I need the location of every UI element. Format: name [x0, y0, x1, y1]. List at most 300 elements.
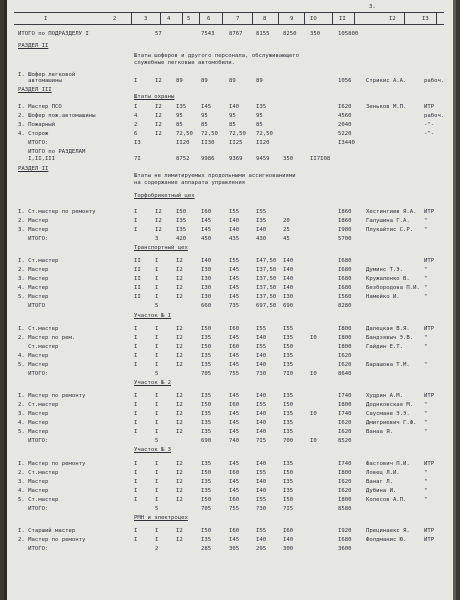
cell-r52-c1: I — [134, 528, 138, 534]
cell-r42-c3: I2 — [176, 429, 183, 435]
cell-r46-c10: Ловец Л.И. — [366, 470, 400, 476]
cell-r36-c5: 755 — [229, 371, 240, 377]
cell-r10-c3: 85 — [176, 122, 183, 128]
cell-r50-c2: 5 — [155, 506, 159, 512]
cell-r45-c1: I — [134, 461, 138, 467]
cell-r22-c7: 45 — [283, 236, 290, 242]
cell-r22-c9: 5700 — [338, 236, 352, 242]
cell-r39-c4: I50 — [201, 402, 212, 408]
cell-r0-c0: ИТОГО по ПОДРАЗДЕЛУ I — [18, 31, 89, 37]
cell-r24-c5: I55 — [229, 258, 240, 264]
cell-r41-c7: I35 — [283, 420, 294, 426]
cell-r33-c2: I — [155, 344, 159, 350]
cell-r28-c6: I37,50 — [256, 294, 277, 300]
cell-r20-c4: I45 — [201, 218, 212, 224]
cell-r20-c11: " — [424, 218, 428, 224]
cell-r24-c9: I680 — [338, 258, 352, 264]
header-col-1: I — [44, 16, 48, 22]
header-col-13: I3 — [422, 16, 429, 22]
cell-r12-c6: II20 — [256, 140, 270, 146]
cell-r39-c5: I60 — [229, 402, 240, 408]
cell-r45-c7: I35 — [283, 461, 294, 467]
cell-r47-c4: I35 — [201, 479, 212, 485]
cell-r33-c4: I50 — [201, 344, 212, 350]
cell-r53-c0: 2. Мастер по ремонту — [18, 537, 86, 543]
cell-r42-c0: 5. Мастер — [18, 429, 49, 435]
cell-r0-c5: 8767 — [229, 31, 243, 37]
cell-r12-c3: II20 — [176, 140, 190, 146]
cell-r29-c4: 660 — [201, 303, 212, 309]
cell-r27-c1: II — [134, 285, 141, 291]
cell-r29-c0: ИТОГО — [18, 303, 45, 309]
cell-r24-c1: II — [134, 258, 141, 264]
cell-r35-c2: I — [155, 362, 159, 368]
cell-r24-c7: I40 — [283, 258, 294, 264]
cell-r47-c2: I — [155, 479, 159, 485]
cell-r31-c1: I — [134, 326, 138, 332]
cell-r19-c0: I. Ст.мастер по ремонту — [18, 209, 96, 215]
cell-r38-c9: I740 — [338, 393, 352, 399]
cell-r28-c10: Намейко И. — [366, 294, 400, 300]
cell-r19-c5: I55 — [229, 209, 240, 215]
cell-r5-c9: 1056 — [338, 78, 352, 84]
cell-r41-c9: I620 — [338, 420, 352, 426]
cell-r0-c7: 8250 — [283, 31, 297, 37]
cell-r38-c1: I — [134, 393, 138, 399]
cell-r29-c6: 697,50 — [256, 303, 277, 309]
cell-r33-c11: " — [424, 344, 428, 350]
cell-r53-c1: I — [134, 537, 138, 543]
cell-r41-c10: Дмитриевич Г.Ф. — [366, 420, 417, 426]
cell-r53-c11: ИТР — [424, 537, 435, 543]
cell-r33-c9: I800 — [338, 344, 352, 350]
cell-r35-c9: I620 — [338, 362, 352, 368]
cell-r31-c11: ИТР — [424, 326, 435, 332]
cell-r45-c2: I — [155, 461, 159, 467]
cell-r31-c3: I2 — [176, 326, 183, 332]
cell-r27-c0: 4. Мастер — [18, 285, 49, 291]
cell-r34-c7: I35 — [283, 353, 294, 359]
cell-r20-c1: I — [134, 218, 138, 224]
cell-r31-c10: Далецкая В.Я. — [366, 326, 410, 332]
cell-r20-c7: 20 — [283, 218, 290, 224]
cell-r45-c0: I. Мастер по ремонту — [18, 461, 86, 467]
cell-r33-c0: Ст.мастер — [18, 344, 59, 350]
header-rule — [14, 24, 444, 25]
cell-r41-c5: I45 — [229, 420, 240, 426]
cell-r40-c6: I40 — [256, 411, 267, 417]
cell-r11-c1: 6 — [134, 131, 138, 137]
cell-r39-c7: I50 — [283, 402, 294, 408]
cell-r42-c6: I40 — [256, 429, 267, 435]
cell-r26-c6: I37,50 — [256, 276, 277, 282]
cell-r25-c1: II — [134, 267, 141, 273]
cell-r46-c2: I — [155, 470, 159, 476]
cell-r43-c0: ИТОГО: — [18, 438, 49, 444]
cell-r8-c4: I45 — [201, 104, 212, 110]
cell-r45-c10: Фастович П.И. — [366, 461, 410, 467]
cell-r28-c9: I560 — [338, 294, 352, 300]
cell-r31-c6: I55 — [256, 326, 267, 332]
cell-r46-c1: I — [134, 470, 138, 476]
cell-r19-c11: ИТР — [424, 209, 435, 215]
cell-r40-c8: I0 — [310, 411, 317, 417]
column-divider — [354, 12, 355, 24]
cell-r53-c7: I40 — [283, 537, 294, 543]
cell-r14-c8: II7I08 — [310, 156, 331, 162]
cell-r20-c5: I40 — [229, 218, 240, 224]
page-number: 3. — [369, 4, 376, 10]
cell-r49-c3: I2 — [176, 497, 183, 503]
cell-r46-c4: I50 — [201, 470, 212, 476]
cell-r49-c1: I — [134, 497, 138, 503]
cell-r21-c2: I2 — [155, 227, 162, 233]
cell-r34-c3: I2 — [176, 353, 183, 359]
cell-r21-c7: 25 — [283, 227, 290, 233]
cell-r14-c3: 8752 — [176, 156, 190, 162]
paper-edge-right — [453, 0, 456, 600]
cell-r35-c3: I2 — [176, 362, 183, 368]
cell-r39-c9: I800 — [338, 402, 352, 408]
header-col-4: 4 — [167, 16, 171, 22]
cell-r52-c4: I50 — [201, 528, 212, 534]
cell-r45-c5: I45 — [229, 461, 240, 467]
cell-r24-c6: I47,50 — [256, 258, 277, 264]
cell-r13-c0: ИТОГО по РАЗДЕЛАМ — [18, 149, 86, 155]
cell-r22-c3: 420 — [176, 236, 187, 242]
cell-r46-c3: I2 — [176, 470, 183, 476]
cell-r43-c5: 740 — [229, 438, 240, 444]
cell-r5-c11: рабоч. — [424, 78, 445, 84]
cell-r47-c10: Ванаг Л. — [366, 479, 393, 485]
cell-r14-c5: 9369 — [229, 156, 243, 162]
header-col-5: 5 — [187, 16, 191, 22]
cell-r49-c6: I55 — [256, 497, 267, 503]
cell-r5-c0: автомашины — [18, 78, 62, 84]
cell-r38-c3: I2 — [176, 393, 183, 399]
cell-r31-c0: I. Ст.мастер — [18, 326, 59, 332]
cell-r9-c5: 95 — [229, 113, 236, 119]
cell-r40-c2: I — [155, 411, 159, 417]
cell-r42-c2: I — [155, 429, 159, 435]
cell-r35-c7: I35 — [283, 362, 294, 368]
column-divider — [404, 12, 405, 24]
cell-r41-c3: I2 — [176, 420, 183, 426]
cell-r11-c5: 72,50 — [229, 131, 246, 137]
cell-r48-c5: I45 — [229, 488, 240, 494]
cell-r35-c0: 5. Мастер — [18, 362, 49, 368]
cell-r8-c10: Зеньков М.П. — [366, 104, 407, 110]
cell-r27-c6: I37,50 — [256, 285, 277, 291]
cell-r17-c1: на содержание аппарата управления — [134, 180, 246, 186]
cell-r27-c3: I2 — [176, 285, 183, 291]
cell-r42-c1: I — [134, 429, 138, 435]
cell-r26-c1: II — [134, 276, 141, 282]
cell-r49-c4: I50 — [201, 497, 212, 503]
cell-r42-c5: I45 — [229, 429, 240, 435]
cell-r52-c11: ИТР — [424, 528, 435, 534]
cell-r0-c4: 7543 — [201, 31, 215, 37]
cell-r48-c4: I35 — [201, 488, 212, 494]
cell-r40-c11: " — [424, 411, 428, 417]
cell-r48-c7: I35 — [283, 488, 294, 494]
cell-r48-c1: I — [134, 488, 138, 494]
scanned-document-page — [4, 0, 456, 600]
cell-r39-c2: I — [155, 402, 159, 408]
cell-r45-c3: I2 — [176, 461, 183, 467]
cell-r11-c4: 72,50 — [201, 131, 218, 137]
cell-r7-c1: Штаты охраны — [134, 94, 175, 100]
column-divider — [160, 12, 161, 24]
cell-r49-c9: I800 — [338, 497, 352, 503]
cell-r21-c11: " — [424, 227, 428, 233]
cell-r43-c4: 690 — [201, 438, 212, 444]
cell-r40-c3: I2 — [176, 411, 183, 417]
cell-r14-c1: 7I — [134, 156, 141, 162]
cell-r22-c2: 3 — [155, 236, 159, 242]
cell-r12-c1: I3 — [134, 140, 141, 146]
column-divider — [131, 12, 132, 24]
cell-r26-c0: 3. Мастер — [18, 276, 49, 282]
cell-r25-c4: I30 — [201, 267, 212, 273]
cell-r21-c6: I40 — [256, 227, 267, 233]
cell-r19-c10: Хестингиев Я.А. — [366, 209, 417, 215]
cell-r37-c1: Участок № 2 — [134, 380, 172, 386]
cell-r14-c7: 350 — [283, 156, 294, 162]
cell-r39-c0: 2. Ст.мастер — [18, 402, 59, 408]
cell-r27-c11: " — [424, 285, 428, 291]
cell-r11-c9: 5220 — [338, 131, 352, 137]
cell-r21-c0: 3. Мастер — [18, 227, 49, 233]
cell-r32-c4: I35 — [201, 335, 212, 341]
cell-r34-c5: I45 — [229, 353, 240, 359]
cell-r26-c5: I45 — [229, 276, 240, 282]
cell-r24-c2: I — [155, 258, 159, 264]
cell-r3-c1: служебные легковые автомобили. — [134, 60, 236, 66]
cell-r52-c10: Прецинаекс Я. — [366, 528, 410, 534]
cell-r14-c6: 9459 — [256, 156, 270, 162]
cell-r26-c9: I680 — [338, 276, 352, 282]
cell-r9-c1: 4 — [134, 113, 138, 119]
cell-r30-c1: Участок № I — [134, 313, 172, 319]
cell-r8-c5: I40 — [229, 104, 240, 110]
cell-r10-c9: 2040 — [338, 122, 352, 128]
cell-r53-c4: I35 — [201, 537, 212, 543]
cell-r52-c6: I55 — [256, 528, 267, 534]
cell-r29-c9: 8280 — [338, 303, 352, 309]
column-divider — [436, 12, 437, 24]
cell-r21-c10: Плукайтис С.Р. — [366, 227, 414, 233]
cell-r47-c11: " — [424, 479, 428, 485]
cell-r28-c11: " — [424, 294, 428, 300]
cell-r39-c10: Доднковская М. — [366, 402, 414, 408]
cell-r32-c2: I — [155, 335, 159, 341]
cell-r38-c5: I45 — [229, 393, 240, 399]
cell-r28-c3: I2 — [176, 294, 183, 300]
cell-r47-c9: I620 — [338, 479, 352, 485]
cell-r0-c6: 8155 — [256, 31, 270, 37]
cell-r47-c0: 3. Мастер — [18, 479, 49, 485]
cell-r11-c11: -"- — [424, 131, 435, 137]
cell-r32-c0: 2. Мастер по рем. — [18, 335, 76, 341]
cell-r40-c5: I45 — [229, 411, 240, 417]
header-col-7: 7 — [236, 16, 240, 22]
cell-r33-c1: I — [134, 344, 138, 350]
cell-r19-c2: I2 — [155, 209, 162, 215]
cell-r2-c1: Штаты шоферов и другого персонала, обслуживающего — [134, 53, 300, 59]
cell-r21-c3: I35 — [176, 227, 187, 233]
cell-r20-c3: I35 — [176, 218, 187, 224]
cell-r25-c6: I37,50 — [256, 267, 277, 273]
cell-r40-c4: I35 — [201, 411, 212, 417]
header-col-12: I2 — [389, 16, 396, 22]
cell-r8-c0: I. Мастер ПСО — [18, 104, 62, 110]
header-col-3: 3 — [144, 16, 148, 22]
cell-r36-c4: 705 — [201, 371, 212, 377]
cell-r52-c2: I — [155, 528, 159, 534]
cell-r40-c1: I — [134, 411, 138, 417]
cell-r44-c1: Участок № 3 — [134, 447, 172, 453]
cell-r19-c6: I55 — [256, 209, 267, 215]
cell-r4-c0: I. Шофер легковой — [18, 72, 76, 78]
cell-r48-c6: I40 — [256, 488, 267, 494]
header-rule — [14, 12, 444, 13]
cell-r35-c10: Барашова Т.М. — [366, 362, 410, 368]
cell-r25-c10: Думинс Т.Э. — [366, 267, 404, 273]
cell-r54-c6: 295 — [256, 546, 267, 552]
cell-r46-c0: 2. Ст.мастер — [18, 470, 59, 476]
cell-r42-c10: Ванаа Я. — [366, 429, 393, 435]
cell-r38-c4: I35 — [201, 393, 212, 399]
cell-r43-c8: I0 — [310, 438, 317, 444]
cell-r54-c2: 2 — [155, 546, 159, 552]
cell-r25-c0: 2. Мастер — [18, 267, 49, 273]
cell-r28-c7: I30 — [283, 294, 294, 300]
cell-r25-c3: I2 — [176, 267, 183, 273]
cell-r21-c9: I980 — [338, 227, 352, 233]
cell-r48-c3: I2 — [176, 488, 183, 494]
cell-r18-c1: Торфобрикетный цех — [134, 193, 195, 199]
cell-r50-c9: 8580 — [338, 506, 352, 512]
cell-r22-c0: ИТОГО: — [18, 236, 49, 242]
cell-r45-c6: I40 — [256, 461, 267, 467]
cell-r0-c2: 57 — [155, 31, 162, 37]
cell-r24-c11: ИТР — [424, 258, 435, 264]
cell-r28-c2: I — [155, 294, 159, 300]
cell-r5-c1: I — [134, 78, 138, 84]
cell-r23-c1: Транспортный цех — [134, 245, 188, 251]
cell-r20-c9: I860 — [338, 218, 352, 224]
cell-r42-c11: " — [424, 429, 428, 435]
cell-r46-c9: I800 — [338, 470, 352, 476]
cell-r33-c7: I50 — [283, 344, 294, 350]
cell-r46-c7: I50 — [283, 470, 294, 476]
cell-r28-c4: I30 — [201, 294, 212, 300]
cell-r28-c0: 5. Мастер — [18, 294, 49, 300]
cell-r42-c7: I35 — [283, 429, 294, 435]
cell-r53-c6: I40 — [256, 537, 267, 543]
cell-r53-c2: I — [155, 537, 159, 543]
cell-r26-c7: I40 — [283, 276, 294, 282]
cell-r38-c7: I35 — [283, 393, 294, 399]
header-col-8: 8 — [263, 16, 267, 22]
cell-r29-c5: 735 — [229, 303, 240, 309]
cell-r32-c7: I35 — [283, 335, 294, 341]
cell-r12-c0: ИТОГО: — [18, 140, 49, 146]
cell-r49-c2: I — [155, 497, 159, 503]
cell-r35-c4: I35 — [201, 362, 212, 368]
cell-r28-c5: I45 — [229, 294, 240, 300]
cell-r32-c1: I — [134, 335, 138, 341]
cell-r47-c7: I35 — [283, 479, 294, 485]
cell-r36-c8: I0 — [310, 371, 317, 377]
cell-r32-c3: I2 — [176, 335, 183, 341]
cell-r26-c4: I30 — [201, 276, 212, 282]
cell-r38-c6: I40 — [256, 393, 267, 399]
cell-r32-c9: I800 — [338, 335, 352, 341]
cell-r22-c5: 435 — [229, 236, 240, 242]
cell-r36-c7: 7I0 — [283, 371, 294, 377]
cell-r10-c5: 85 — [229, 122, 236, 128]
column-divider — [199, 12, 200, 24]
cell-r22-c6: 430 — [256, 236, 267, 242]
cell-r53-c10: Фолдманис Ю. — [366, 537, 407, 543]
cell-r45-c11: ИТР — [424, 461, 435, 467]
cell-r27-c10: Безбородова П.И. — [366, 285, 420, 291]
cell-r5-c2: I2 — [155, 78, 162, 84]
cell-r35-c1: I — [134, 362, 138, 368]
cell-r25-c5: I45 — [229, 267, 240, 273]
cell-r47-c5: I45 — [229, 479, 240, 485]
cell-r12-c5: II25 — [229, 140, 243, 146]
cell-r43-c9: 8520 — [338, 438, 352, 444]
cell-r5-c6: 89 — [256, 78, 263, 84]
cell-r10-c1: 2 — [134, 122, 138, 128]
cell-r31-c9: I800 — [338, 326, 352, 332]
cell-r32-c5: I45 — [229, 335, 240, 341]
cell-r41-c1: I — [134, 420, 138, 426]
column-divider — [222, 12, 223, 24]
cell-r31-c4: I50 — [201, 326, 212, 332]
cell-r9-c3: 95 — [176, 113, 183, 119]
cell-r48-c9: I620 — [338, 488, 352, 494]
cell-r38-c11: ИТР — [424, 393, 435, 399]
cell-r35-c11: " — [424, 362, 428, 368]
cell-r27-c5: I45 — [229, 285, 240, 291]
cell-r41-c6: I40 — [256, 420, 267, 426]
cell-r14-c0: I,II,III — [18, 156, 56, 162]
cell-r10-c2: I2 — [155, 122, 162, 128]
cell-r11-c6: 72,50 — [256, 131, 273, 137]
cell-r54-c5: 305 — [229, 546, 240, 552]
cell-r48-c10: Дубина И. — [366, 488, 397, 494]
cell-r31-c5: I60 — [229, 326, 240, 332]
cell-r50-c5: 755 — [229, 506, 240, 512]
cell-r48-c11: " — [424, 488, 428, 494]
cell-r9-c9: 4560 — [338, 113, 352, 119]
cell-r26-c3: I2 — [176, 276, 183, 282]
cell-r9-c0: 2. Шофер пож.автомашины — [18, 113, 96, 119]
cell-r34-c9: I620 — [338, 353, 352, 359]
cell-r39-c6: I55 — [256, 402, 267, 408]
cell-r46-c11: " — [424, 470, 428, 476]
header-col-9: 9 — [290, 16, 294, 22]
cell-r19-c1: I — [134, 209, 138, 215]
header-col-10: IO — [310, 16, 317, 22]
cell-r45-c9: I740 — [338, 461, 352, 467]
cell-r19-c9: I860 — [338, 209, 352, 215]
cell-r34-c1: I — [134, 353, 138, 359]
